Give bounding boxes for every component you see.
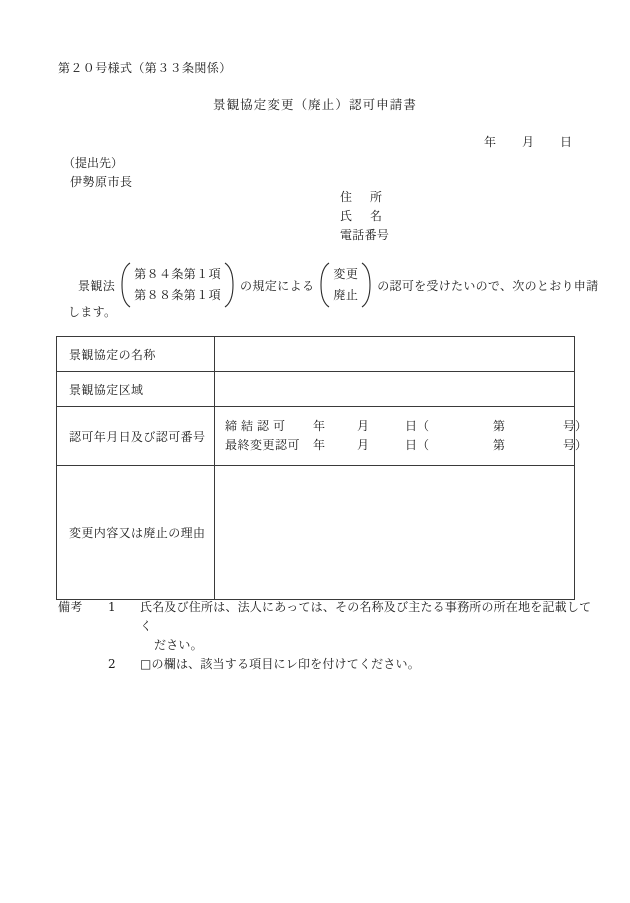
approval-line-2-year: 年 bbox=[313, 438, 326, 452]
clause-ending-text: します。 bbox=[68, 305, 117, 319]
article-choice-brace bbox=[120, 262, 235, 308]
form-number: 第２０号様式（第３３条関係） bbox=[58, 61, 232, 75]
remark-number-2: 2 bbox=[108, 657, 116, 671]
row-label-agreement-name: 景観協定の名称 bbox=[57, 337, 215, 372]
submit-to-recipient: 伊勢原市長 bbox=[70, 175, 133, 189]
approval-line-1-label: 締結認可 bbox=[225, 419, 290, 433]
article-options bbox=[131, 263, 224, 307]
row-input-agreement-area[interactable] bbox=[215, 372, 575, 407]
date-month-label: 月 bbox=[521, 135, 534, 149]
remark-number-1: 1 bbox=[108, 600, 116, 614]
row-input-change-reason[interactable] bbox=[215, 466, 575, 600]
approval-line-2-month: 月 bbox=[357, 438, 370, 452]
applicant-phone-row bbox=[340, 226, 389, 245]
approval-line-last-change bbox=[225, 436, 588, 455]
action-option-abolish[interactable]: 廃止 bbox=[333, 288, 359, 302]
clause-middle-text: の規定による bbox=[240, 278, 315, 293]
applicant-phone-label: 電話番号 bbox=[340, 228, 390, 242]
applicant-name-label-1: 氏 bbox=[340, 209, 353, 223]
brace-left-icon bbox=[120, 262, 131, 308]
remark-item bbox=[58, 655, 598, 674]
article-option-1[interactable]: 第８４条第１項 bbox=[134, 267, 222, 281]
submit-to-label: （提出先） bbox=[63, 156, 124, 170]
approval-line-1-year: 年 bbox=[313, 419, 326, 433]
applicant-name-row bbox=[340, 207, 389, 226]
clause-law-name: 景観法 bbox=[78, 278, 116, 293]
row-label-change-reason: 変更内容又は廃止の理由 bbox=[57, 466, 215, 600]
approval-line-1-day: 日（ bbox=[405, 419, 430, 433]
approval-line-1-number-suffix: 号） bbox=[563, 419, 588, 433]
applicant-address-label-1: 住 bbox=[340, 190, 353, 204]
date-line bbox=[0, 133, 572, 150]
application-table bbox=[56, 336, 588, 600]
remarks-heading: 備考 bbox=[58, 600, 83, 614]
action-choice-brace bbox=[319, 262, 372, 308]
row-input-agreement-name[interactable] bbox=[215, 337, 575, 372]
table-row bbox=[57, 337, 575, 372]
table-row bbox=[57, 466, 575, 600]
approval-line-1-number-prefix: 第 bbox=[493, 419, 506, 433]
article-option-2[interactable]: 第８８条第１項 bbox=[134, 288, 222, 302]
remark-text-1 bbox=[140, 598, 598, 655]
approval-date-lines bbox=[225, 417, 588, 455]
remark-text-1-line1: 氏名及び住所は、法人にあっては、その名称及び主たる事務所の所在地を記載してく bbox=[140, 600, 592, 633]
document-title: 景観協定変更（廃止）認可申請書 bbox=[212, 97, 417, 112]
action-options bbox=[330, 263, 361, 307]
approval-line-2-label: 最終変更認可 bbox=[225, 438, 301, 452]
legal-clause-sentence bbox=[78, 262, 598, 308]
approval-line-conclusion bbox=[225, 417, 588, 436]
clause-tail-text: の認可を受けたいので、次のとおり申請 bbox=[377, 278, 599, 293]
table-row bbox=[57, 407, 575, 466]
applicant-address-row bbox=[340, 188, 389, 207]
action-option-change[interactable]: 変更 bbox=[333, 267, 359, 281]
remark-text-1-line2: ださい。 bbox=[154, 638, 203, 652]
approval-line-1-month: 月 bbox=[357, 419, 370, 433]
approval-line-2-number-prefix: 第 bbox=[493, 438, 506, 452]
brace-left-icon-2 bbox=[319, 262, 330, 308]
applicant-block bbox=[340, 188, 389, 245]
remark-text-2: □の欄は、該当する項目にレ印を付けてください。 bbox=[140, 657, 420, 671]
brace-right-icon bbox=[224, 262, 235, 308]
applicant-address-label-2: 所 bbox=[370, 190, 383, 204]
date-day-label: 日 bbox=[559, 135, 572, 149]
row-label-approval-date-number: 認可年月日及び認可番号 bbox=[57, 407, 215, 466]
approval-line-2-number-suffix: 号） bbox=[563, 438, 588, 452]
remarks-section bbox=[58, 598, 598, 674]
remark-item bbox=[58, 598, 598, 655]
row-label-agreement-area: 景観協定区域 bbox=[57, 372, 215, 407]
row-input-approval-date-number[interactable] bbox=[215, 407, 588, 466]
table-row bbox=[57, 372, 575, 407]
brace-right-icon-2 bbox=[361, 262, 372, 308]
applicant-name-label-2: 名 bbox=[370, 209, 383, 223]
date-year-label: 年 bbox=[483, 135, 496, 149]
approval-line-2-day: 日（ bbox=[405, 438, 430, 452]
